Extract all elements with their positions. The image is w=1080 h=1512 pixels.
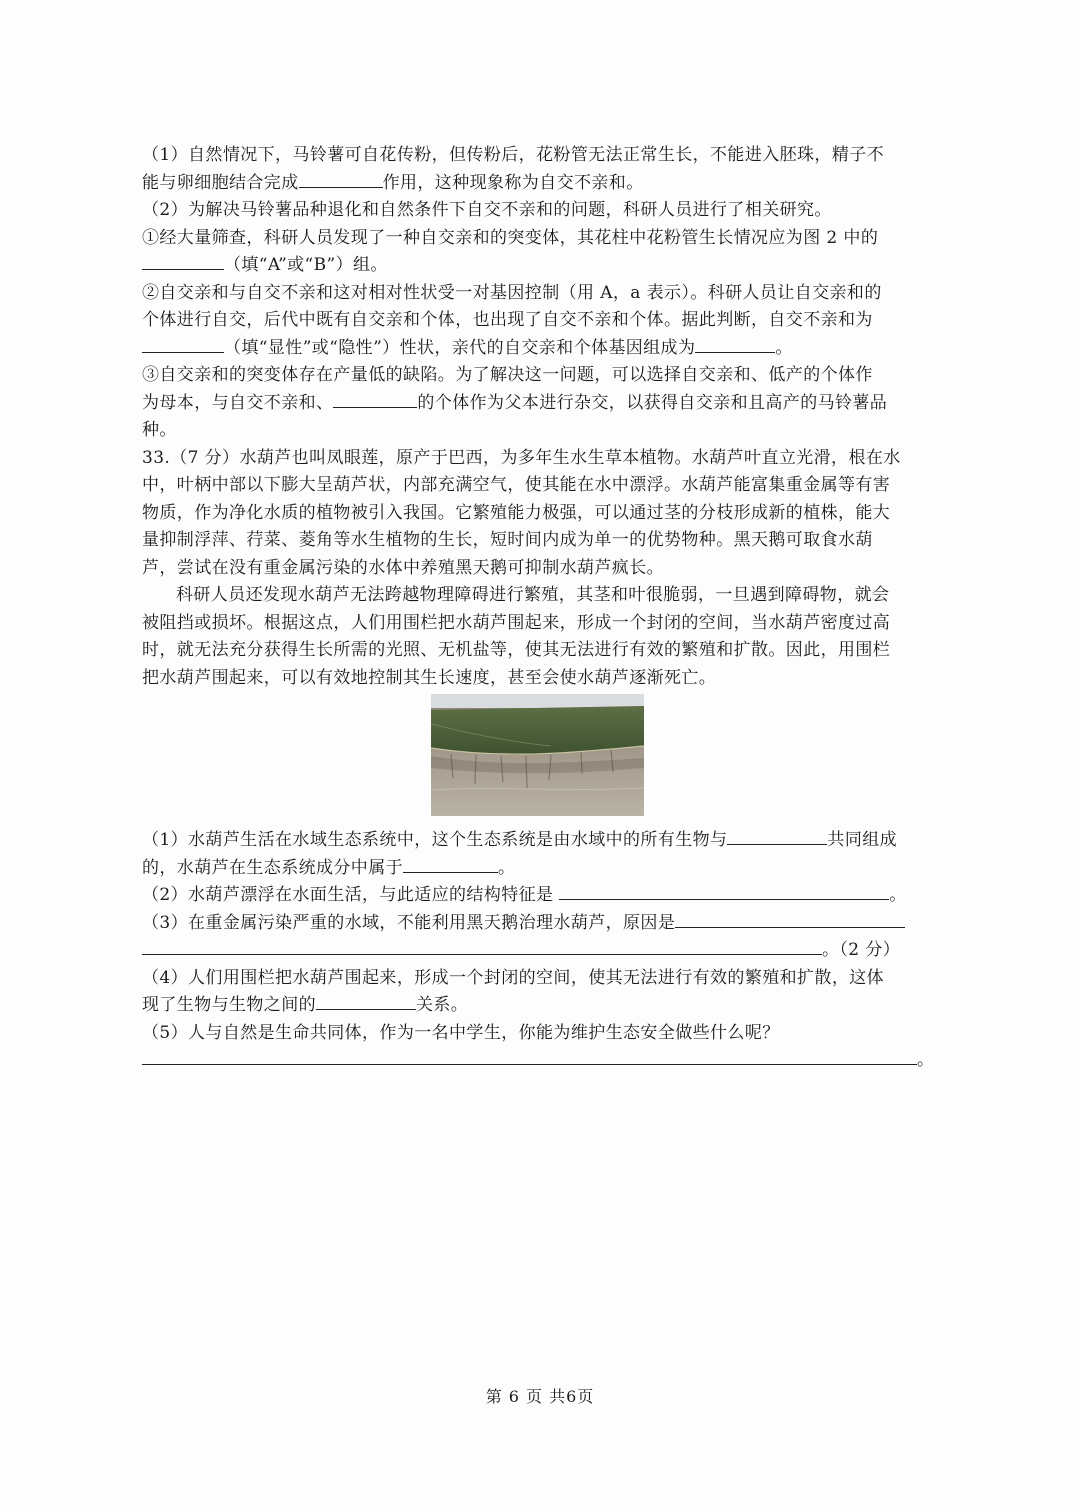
answer-blank[interactable] — [142, 1048, 917, 1065]
answer-blank[interactable] — [142, 336, 224, 353]
q33-para2-line: 被阻挡或损坏。根据这点，人们用围栏把水葫芦围起来，形成一个封闭的空间，当水葫芦密度过高 — [142, 612, 891, 633]
answer-blank[interactable] — [299, 171, 383, 188]
text: 的个体作为父本进行杂交，以获得自交亲和且高产的马铃薯品 — [417, 392, 888, 413]
page-content — [142, 142, 937, 692]
q-prev-1-line — [142, 170, 937, 198]
q33-sub-2 — [142, 882, 937, 910]
text: （填“显性”或“隐性”）性状，亲代的自交亲和个体基因组成为 — [224, 337, 696, 358]
q33-intro-line: 芦，尝试在没有重金属污染的水体中养殖黑天鹅可抑制水葫芦疯长。 — [142, 557, 664, 578]
text: 。 — [917, 1050, 935, 1070]
text: 现了生物与生物之间的 — [142, 995, 316, 1015]
q33-sub-3 — [142, 910, 937, 938]
text: 。 — [498, 857, 516, 878]
q33-sub-4: （4）人们用围栏把水葫芦围起来，形成一个封闭的空间，使其无法进行有效的繁殖和扩散，这体 — [142, 967, 885, 988]
q33-para2-line: 科研人员还发现水葫芦无法跨越物理障碍进行繁殖，其茎和叶很脆弱，一旦遇到障碍物，就会 — [176, 585, 890, 605]
water-hyacinth-photo — [431, 694, 644, 816]
q33-sub-4 — [142, 992, 937, 1020]
q33-para2-line: 把水葫芦围起来，可以有效地控制其生长速度，甚至会使水葫芦逐渐死亡。 — [142, 667, 717, 688]
q33-sub-5: （5）人与自然是生命共同体，作为一名中学生，你能为维护生态安全做些什么呢？ — [142, 1022, 780, 1043]
answer-blank[interactable] — [316, 993, 416, 1010]
page-footer: 第 6 页 共6页 — [485, 1387, 595, 1406]
text: 的，水葫芦在生态系统成分中属于 — [142, 857, 403, 878]
q33-sub-1 — [142, 827, 937, 855]
text: （2）水葫芦漂浮在水面生活，与此适应的结构特征是 — [142, 885, 560, 905]
q33-sub-1 — [142, 855, 937, 883]
q33-intro-line: 量抑制浮萍、荇菜、菱角等水生植物的生长，短时间内成为单一的优势物种。黑天鹅可取食水葫 — [142, 530, 873, 550]
text: 关系。 — [416, 995, 469, 1015]
answer-blank[interactable] — [695, 336, 775, 353]
sub-question-2 — [142, 335, 937, 363]
answer-blank[interactable] — [142, 938, 822, 955]
sub-question-2: 个体进行自交，后代中既有自交亲和个体，也出现了自交不亲和个体。据此判断，自交不亲和为 — [142, 310, 873, 330]
q33-intro-line: 33.（7 分）水葫芦也叫凤眼莲，原产于巴西，为多年生水生草本植物。水葫芦叶直立光滑，根在水 — [142, 447, 901, 468]
text: 。 — [775, 337, 793, 358]
text: 为母本，与自交不亲和、 — [142, 392, 334, 413]
text: 作用，这种现象称为自交不亲和。 — [382, 172, 644, 193]
text: （3）在重金属污染严重的水域，不能利用黑天鹅治理水葫芦，原因是 — [142, 912, 676, 933]
answer-blank[interactable] — [675, 911, 905, 928]
sub-question-1: ①经大量筛查，科研人员发现了一种自交亲和的突变体，其花柱中花粉管生长情况应为图 2 中的 — [142, 227, 879, 248]
q33-sub-3 — [142, 937, 937, 965]
sub-question-2: ②自交亲和与自交不亲和这对相对性状受一对基因控制（用 A，a 表示）。科研人员让自交亲和的 — [142, 282, 882, 303]
text: （填“A”或“B”）组。 — [224, 255, 388, 275]
text: 。 — [889, 885, 907, 905]
sub-question-1 — [142, 252, 937, 280]
text: 能与卵细胞结合完成 — [142, 172, 299, 193]
answer-blank[interactable] — [142, 253, 224, 270]
answer-blank[interactable] — [403, 856, 498, 873]
answer-blank[interactable] — [559, 883, 889, 900]
q33-para2-line: 时，就无法充分获得生长所需的光照、无机盐等，使其无法进行有效的繁殖和扩散。因此，用围栏 — [142, 640, 891, 660]
q33-intro-line: 物质，作为净化水质的植物被引入我国。它繁殖能力极强，可以通过茎的分枝形成新的植株，能大 — [142, 502, 891, 523]
q33-sub-5 — [142, 1047, 937, 1075]
q-prev-1-line: （1）自然情况下，马铃薯可自花传粉，但传粉后，花粉管无法正常生长，不能进入胚珠，精子不 — [142, 145, 885, 165]
text: 。（2 分） — [822, 940, 901, 960]
sub-question-3: 种。 — [142, 420, 177, 440]
sub-question-3: ③自交亲和的突变体存在产量低的缺陷。为了解决这一问题，可以选择自交亲和、低产的个体作 — [142, 365, 873, 385]
text: 共同组成 — [827, 830, 898, 850]
sub-question-3 — [142, 390, 937, 418]
q-prev-2-line: （2）为解决马铃薯品种退化和自然条件下自交不亲和的问题，科研人员进行了相关研究。 — [142, 200, 832, 220]
answer-blank[interactable] — [727, 828, 827, 845]
text: （1）水葫芦生活在水域生态系统中，这个生态系统是由水域中的所有生物与 — [142, 830, 728, 850]
q33-intro-line: 中，叶柄中部以下膨大呈葫芦状，内部充满空气，使其能在水中漂浮。水葫芦能富集重金属等有害 — [142, 475, 891, 495]
q33-questions — [142, 827, 937, 1075]
answer-blank[interactable] — [333, 391, 417, 408]
